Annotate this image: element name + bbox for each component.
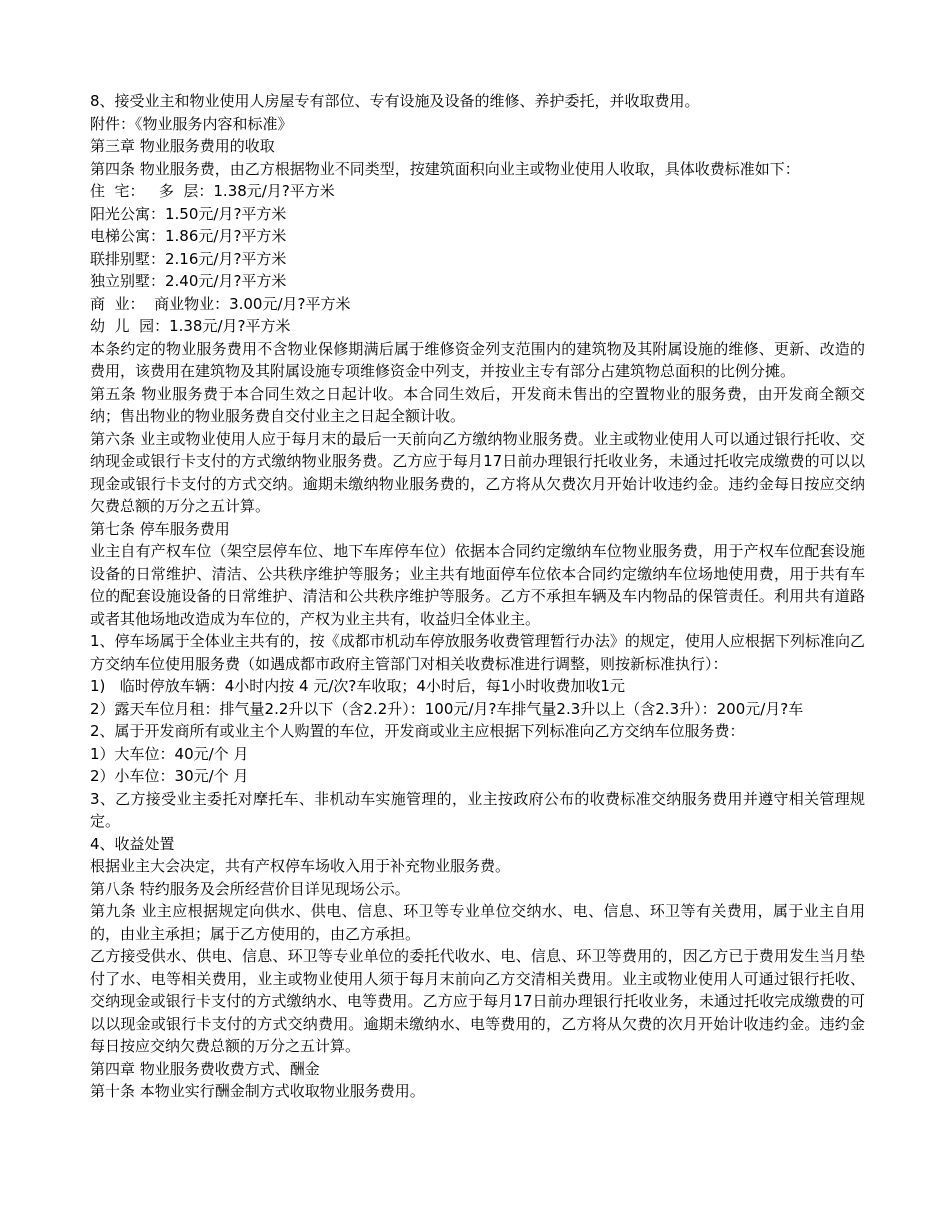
parking-ownership-paragraph: 业主自有产权车位（架空层停车位、地下车库停车位）依据本合同约定缴纳车位物业服务费，用于产权车位配套设施设备的日常维护、清洁、公共秩序维护等服务；业主共有地面停车位依本合同约定缴纳车位场地使用费，用于共有车位的配套设施设备的日常维护、清洁和公共秩序维护等服务。乙方不承担车辆及车内物品的保管责任。利用共有道路或者其他场地改造成为车位的，产权为业主共有，收益归全体业主。 xyxy=(90,542,865,628)
fee-townhouse: 联排别墅：2.16元/月?平方米 xyxy=(90,249,287,268)
fee-detached-villa: 独立别墅：2.40元/月?平方米 xyxy=(90,272,287,290)
chapter-3-heading: 第三章 物业服务费用的收取 xyxy=(90,137,275,155)
fee-residential-multistory: 住 宅： 多 层：1.38元/月?平方米 xyxy=(90,182,335,200)
item-8-paragraph: 8、接受业主和物业使用人房屋专有部位、专有设施及设备的维修、养护委托，并收取费用。 xyxy=(90,92,700,110)
fee-commercial: 商 业： 商业物业：3.00元/月?平方米 xyxy=(90,294,351,313)
fee-kindergarten: 幼 儿 园：1.38元/月?平方米 xyxy=(90,317,291,335)
open-air-monthly-rent-paragraph: 2）露天车位月租：排气量2.2升以下（含2.2升）：100元/月?车排气量2.3升以上（含2.3升）：200元/月?车 xyxy=(90,699,804,718)
document-body xyxy=(90,90,865,1103)
temporary-parking-line: 1) 临时停放车辆：4小时内按 4 元/次?车收取；4小时后，每1小时收费加收1元 xyxy=(90,677,625,695)
article-5-paragraph: 第五条 物业服务费于本合同生效之日起计收。本合同生效后，开发商未售出的空置物业的服务费，由开发商全额交纳；售出物业的物业服务费自交付业主之日起全额计收。 xyxy=(90,384,865,425)
small-space-fee-line: 2）小车位：30元/个 月 xyxy=(90,767,249,785)
utility-collection-paragraph: 乙方接受供水、供电、信息、环卫等专业单位的委托代收水、电、信息、环卫等费用的，因乙方已于费用发生当月垫付了水、电等相关费用，业主或物业使用人须于每月末前向乙方交清相关费用。业主或物业使用人可通过银行托收、交纳现金或银行卡支付的方式缴纳水、电等费用。乙方应于每月17日前办理银行托收业务，未通过托收完成缴费的可以以现金或银行卡支付的方式交纳费用。逾期未缴纳水、电等费用的，乙方将从欠费的次月开始计收违约金。违约金每日按应交纳欠费总额的万分之五计算。 xyxy=(90,947,865,1055)
parking-rule-3-paragraph: 3、乙方接受业主委托对摩托车、非机动车实施管理的，业主按政府公布的收费标准交纳服务费用并遵守相关管理规定。 xyxy=(90,789,865,830)
fee-sunshine-apartment: 阳光公寓：1.50元/月?平方米 xyxy=(90,204,287,223)
article-6-paragraph: 第六条 业主或物业使用人应于每月末的最后一天前向乙方缴纳物业服务费。业主或物业使用人可以通过银行托收、交纳现金或银行卡支付的方式缴纳物业服务费。乙方应于每月17日前办理银行托收业务，未通过托收完成缴费的可以以现金或银行卡支付的方式交纳。逾期未缴纳物业服务费的，乙方将从欠费次月开始计收违约金。违约金每日按应交纳欠费总额的万分之五计算。 xyxy=(90,429,865,515)
parking-rule-2-paragraph: 2、属于开发商所有或业主个人购置的车位，开发商或业主应根据下列标准向乙方交纳车位服务费： xyxy=(90,722,745,740)
maintenance-fund-paragraph: 本条约定的物业服务费用不含物业保修期满后属于维修资金列支范围内的建筑物及其附属设施的维修、更新、改造的费用，该费用在建筑物及其附属设施专项维修资金中列支，并按业主专有部分占建筑物总面积的比例分摊。 xyxy=(90,339,865,380)
parking-rule-4-heading: 4、收益处置 xyxy=(90,834,175,853)
article-7-heading: 第七条 停车服务费用 xyxy=(90,519,230,538)
large-space-fee-line: 1）大车位：40元/个 月 xyxy=(90,744,249,763)
revenue-disposal-paragraph: 根据业主大会决定，共有产权停车场收入用于补充物业服务费。 xyxy=(90,857,511,875)
parking-rule-1-paragraph: 1、停车场属于全体业主共有的，按《成都市机动车停放服务收费管理暂行办法》的规定，使用人应根据下列标准向乙方交纳车位使用服务费（如遇成都市政府主管部门对相关收费标准进行调整，则按新标准执行）： xyxy=(90,632,865,673)
chapter-4-heading: 第四章 物业服务费收费方式、酬金 xyxy=(90,1059,320,1078)
article-4-paragraph: 第四条 物业服务费，由乙方根据物业不同类型，按建筑面积向业主或物业使用人收取，具体收费标准如下： xyxy=(90,159,800,178)
attachment-line: 附件：《物业服务内容和标准》 xyxy=(90,114,293,133)
article-10-paragraph: 第十条 本物业实行酬金制方式收取物业服务费用。 xyxy=(90,1082,425,1100)
article-8-paragraph: 第八条 特约服务及会所经营价目详见现场公示。 xyxy=(90,879,410,898)
fee-elevator-apartment: 电梯公寓：1.86元/月?平方米 xyxy=(90,227,287,245)
article-9-paragraph: 第九条 业主应根据规定向供水、供电、信息、环卫等专业单位交纳水、电、信息、环卫等有关费用，属于业主自用的，由业主承担；属于乙方使用的，由乙方承担。 xyxy=(90,902,865,943)
